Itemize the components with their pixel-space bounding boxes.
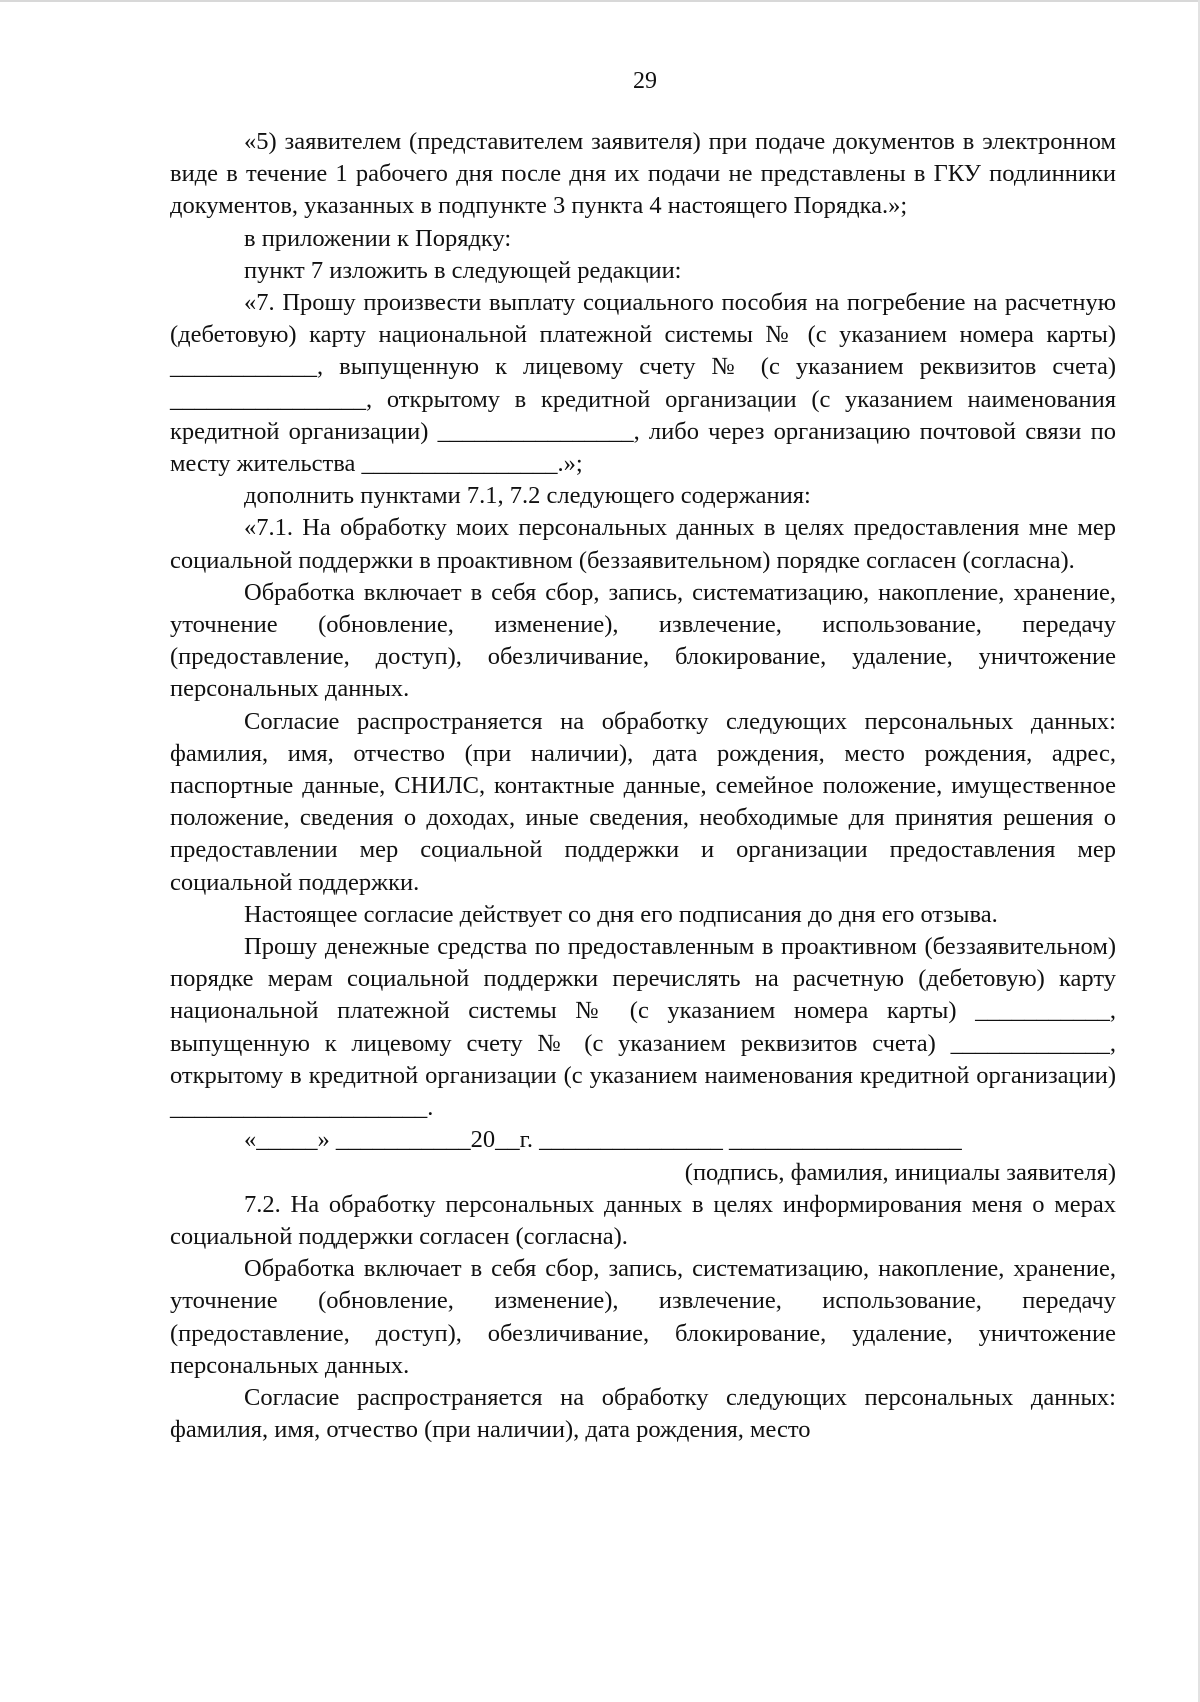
paragraph: Согласие распространяется на обработку следующих персональных данных: фамилия, имя, отчество (при наличии), дата рождения, место: [170, 1383, 1116, 1444]
paragraph: Прошу денежные средства по предоставленным в проактивном (беззаявительном) порядке мерам социальной поддержки перечислять на расчетную (дебетовую) карту национальной платежной системы № (с указанием номера карты) ___________, выпущенную к лицевому счету № (с указанием реквизитов счета) _____________, открытому в кредитной организации (с указанием наименования кредитной организации) _____________________.: [170, 933, 1116, 1122]
scan-edge-top: [0, 0, 1200, 2]
signature-caption: (подпись, фамилия, инициалы заявителя): [684, 1158, 1116, 1186]
paragraph: в приложении к Порядку:: [244, 224, 512, 252]
paragraph: Обработка включает в себя сбор, запись, систематизацию, накопление, хранение, уточнение (обновление, изменение), извлечение, использование, передачу (предоставление, доступ), обезличивание, блокирование, удаление, уничтожение персональных данных.: [170, 1255, 1116, 1379]
paragraph: «5) заявителем (представителем заявителя) при подаче документов в электронном виде в течение 1 рабочего дня после дня их подачи не представлены в ГКУ подлинники документов, указанных в подпункте 3 пункта 4 настоящего Порядка.»;: [170, 128, 1116, 220]
paragraph: пункт 7 изложить в следующей редакции:: [244, 256, 682, 284]
signature-line: «_____» ___________20__г. _______________ ___________________: [244, 1126, 962, 1154]
paragraph: «7.1. На обработку моих персональных данных в целях предоставления мне мер социальной поддержки в проактивном (беззаявительном) порядке согласен (согласна).: [170, 514, 1116, 574]
paragraph: Настоящее согласие действует со дня его подписания до дня его отзыва.: [244, 900, 998, 928]
paragraph: «7. Прошу произвести выплату социального пособия на погребение на расчетную (дебетовую) карту национальной платежной системы № (с указанием номера карты) ____________, выпущенную к лицевому счету № (с указанием реквизитов счета) ________________, открытому в кредитной организации (с указанием наименования кредитной организации) ________________, либо через организацию почтовой связи по месту жительства ________________.»;: [170, 289, 1116, 478]
document-body: [170, 126, 1116, 1446]
paragraph: дополнить пунктами 7.1, 7.2 следующего содержания:: [244, 482, 811, 510]
paragraph: Согласие распространяется на обработку следующих персональных данных: фамилия, имя, отчество (при наличии), дата рождения, место рождения, адрес, паспортные данные, СНИЛС, контактные данные, семейное положение, имущественное положение, сведения о доходах, иные сведения, необходимые для принятия решения о предоставлении мер социальной поддержки и организации предоставления мер социальной поддержки.: [170, 707, 1116, 896]
paragraph: Обработка включает в себя сбор, запись, систематизацию, накопление, хранение, уточнение (обновление, изменение), извлечение, использование, передачу (предоставление, доступ), обезличивание, блокирование, удаление, уничтожение персональных данных.: [170, 578, 1116, 703]
paragraph: 7.2. На обработку персональных данных в целях информирования меня о мерах социальной поддержки согласен (согласна).: [170, 1190, 1116, 1250]
page-number: 29: [633, 68, 657, 94]
